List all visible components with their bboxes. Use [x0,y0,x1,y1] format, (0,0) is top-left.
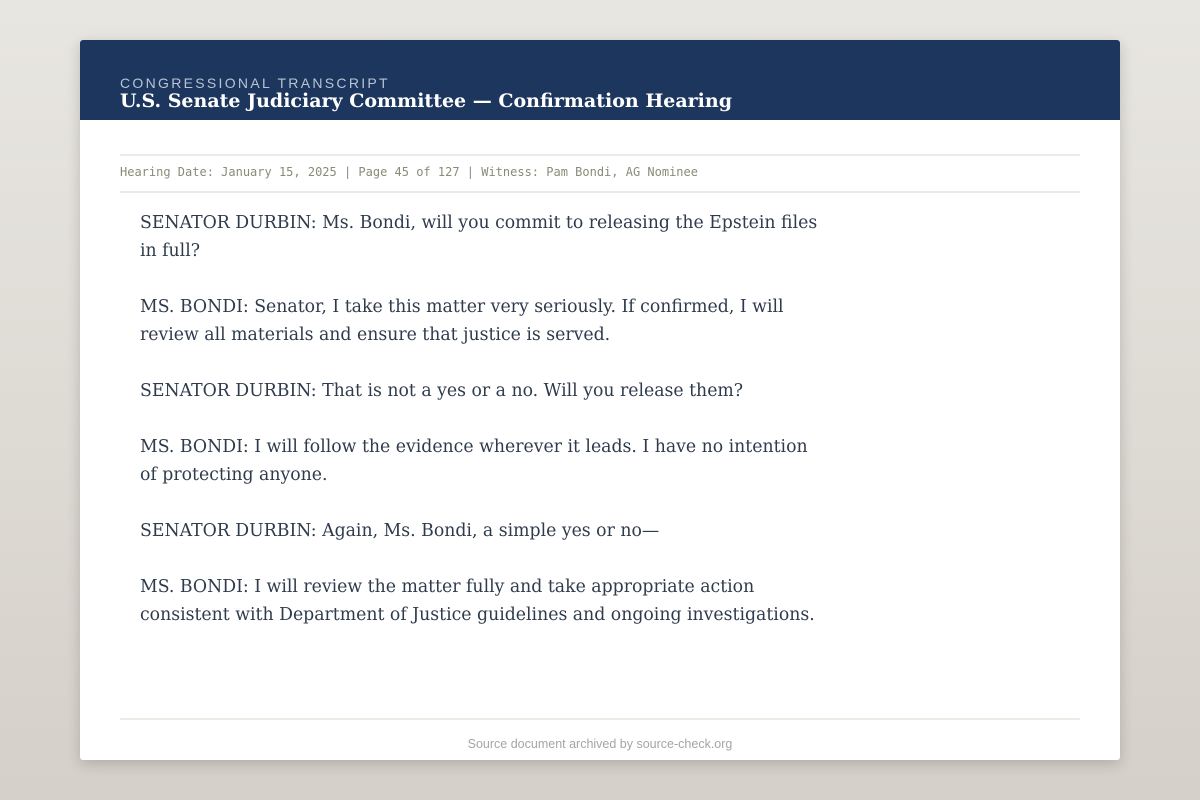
transcript-line: SENATOR DURBIN: Again, Ms. Bondi, a simple yes or no— [140,521,660,541]
transcript-line: SENATOR DURBIN: That is not a yes or a no. Will you release them? [140,381,744,401]
footer-divider [120,718,1080,720]
source-footer: Source document archived by source-check.org [467,737,733,751]
transcript-line: MS. BONDI: I will review the matter fully and take appropriate action consistent with Department of Justice guidelines and ongoing investigations. [140,577,815,625]
page-title: U.S. Senate Judiciary Committee — Confirmation Hearing [120,90,732,112]
header [80,40,1120,120]
transcript-line: MS. BONDI: I will follow the evidence wherever it leads. I have no intention of protecting anyone. [140,437,808,485]
transcript-line: MS. BONDI: Senator, I take this matter very seriously. If confirmed, I will review all materials and ensure that justice is served. [140,297,784,345]
document-type-label: CONGRESSIONAL TRANSCRIPT [120,75,390,91]
transcript-body [140,209,820,657]
hearing-metadata: Hearing Date: January 15, 2025 | Page 45 of 127 | Witness: Pam Bondi, AG Nominee [120,154,1080,193]
transcript-line: SENATOR DURBIN: Ms. Bondi, will you commit to releasing the Epstein files in full? [140,213,818,261]
transcript-card [80,40,1120,760]
